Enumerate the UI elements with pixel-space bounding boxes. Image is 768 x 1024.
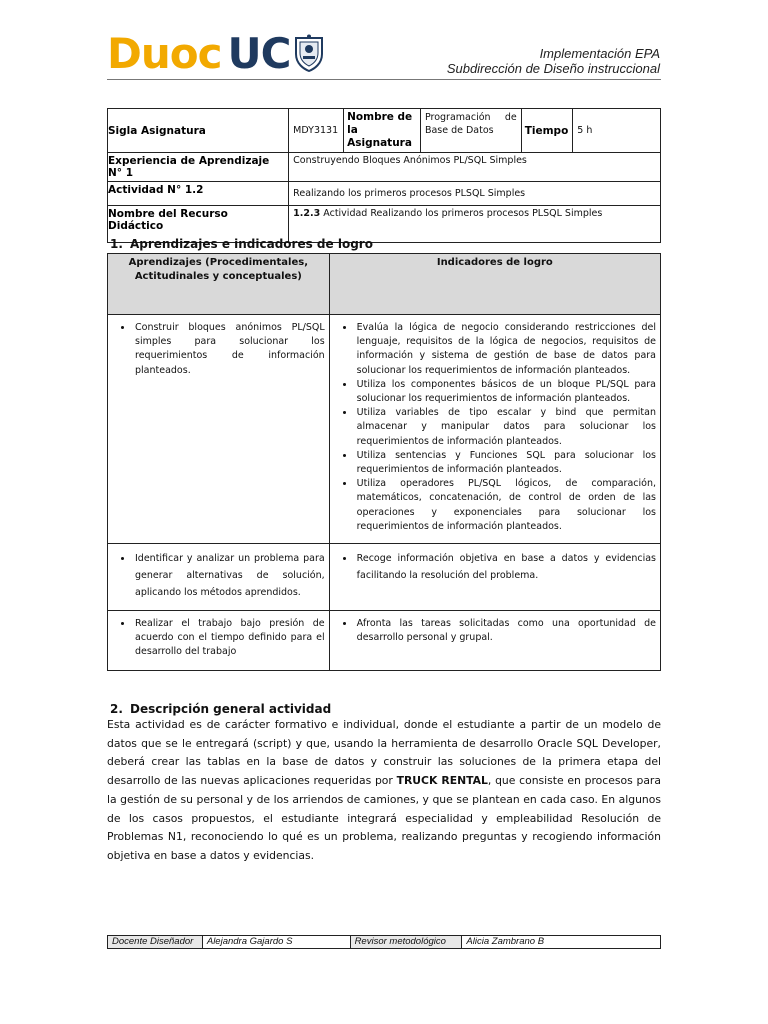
header-line-1: Implementación EPA [539,46,660,61]
section-1-number: 1. [110,237,123,251]
docente-label: Docente Diseñador [108,936,203,949]
table-row [108,611,661,671]
experiencia-value: Construyendo Bloques Anónimos PL/SQL Simples [289,153,661,182]
aprendizajes-header: Aprendizajes (Procedimentales, Actitudinales y conceptuales) [108,254,330,315]
tiempo-value: 5 h [573,109,661,153]
nombre-label: Nombre de la Asignatura [344,109,421,153]
course-info-table [107,108,661,243]
indicador-item: • Utiliza sentencias y Funciones SQL para solucionar los requerimientos de información planteados. [355,449,656,477]
aprendizaje-cell [108,544,330,611]
table-row [108,544,661,611]
description-text-1: Esta actividad es de carácter formativo e individual, donde el estudiante a partir de un modelo de datos que se le entregará (script) y que, usando la herramienta de desarrollo Oracle SQL Developer, deberá crear las tablas en la base de datos y construir las soluciones de la primera etapa del desarrollo de las nuevas aplicaciones requeridas por [107,718,661,788]
aprendizaje-item: • Realizar el trabajo bajo presión de acuerdo con el tiempo definido para el desarrollo del trabajo [133,617,325,660]
logo-text-uc: UC [227,28,291,78]
indicadores-cell [329,315,660,544]
section-2-heading [110,702,331,716]
actividad-label: Actividad N° 1.2 [108,182,289,206]
section-1-title: Aprendizajes e indicadores de logro [130,237,373,251]
header-institution [447,46,660,76]
docente-value: Alejandra Gajardo S [202,936,350,949]
indicadores-cell [329,611,660,671]
header-divider [107,79,661,80]
duocuc-logo [107,28,324,78]
recurso-value: Actividad Realizando los primeros procesos PLSQL Simples [323,208,603,219]
indicador-item: • Utiliza variables de tipo escalar y bind que permitan almacenar y manipular datos para solucionar los requerimientos de información planteados. [355,406,656,449]
revisor-value: Alicia Zambrano B [462,936,661,949]
indicador-item: • Afronta las tareas solicitadas como una oportunidad de desarrollo personal y grupal. [355,617,656,645]
sigla-label: Sigla Asignatura [108,109,289,153]
tiempo-label: Tiempo [521,109,573,153]
table-row [108,315,661,544]
crest-icon [294,34,324,72]
recurso-label: Nombre del Recurso Didáctico [108,206,289,243]
activity-description [107,716,661,866]
indicador-item: • Evalúa la lógica de negocio considerando restricciones del lenguaje, requisitos de la lógica de negocios, requisitos de información y sistema de gestión de base de datos para solucionar los requerimientos de información planteados. [355,321,656,378]
logo-text-duoc: Duoc [107,28,222,78]
aprendizaje-cell [108,315,330,544]
learning-indicators-table [107,253,661,671]
recurso-number: 1.2.3 [293,208,321,219]
section-1-heading [110,237,373,251]
indicadores-cell [329,544,660,611]
experiencia-label: Experiencia de Aprendizaje N° 1 [108,153,289,182]
section-2-title: Descripción general actividad [130,702,332,716]
indicador-item: • Utiliza los componentes básicos de un bloque PL/SQL para solucionar los requerimientos de información planteados. [355,378,656,406]
aprendizaje-cell [108,611,330,671]
nombre-value: Programación de Base de Datos [420,109,521,153]
aprendizaje-item: • Identificar y analizar un problema para generar alternativas de solución, aplicando los métodos aprendidos. [133,550,325,601]
description-text-2: , que consiste en procesos para la gestión de su personal y de los arriendos de camiones, y que se plantean en cada caso. En algunos de los casos propuestos, el estudiante integrará especialidad y empleabilidad Resolución de Problemas N1, reconociendo lo qué es un problema, realizando preguntas y recogiendo información objetiva en base a datos y evidencias. [107,774,661,862]
header-line-2: Subdirección de Diseño instruccional [446,61,660,76]
aprendizaje-item: • Construir bloques anónimos PL/SQL simples para solucionar los requerimientos de información planteados. [133,321,325,378]
indicador-item: • Utiliza operadores PL/SQL lógicos, de comparación, matemáticos, concatenación, de control de orden de las operaciones y exponenciales para solucionar los requerimientos de información planteados. [355,477,656,534]
footer-credits-table [107,935,661,949]
section-2-number: 2. [110,702,123,716]
indicador-item: • Recoge información objetiva en base a datos y evidencias facilitando la resolución del problema. [355,550,656,584]
sigla-value: MDY3131 [289,109,344,153]
company-name: TRUCK RENTAL [396,774,488,788]
actividad-value: Realizando los primeros procesos PLSQL Simples [289,182,661,206]
indicadores-header: Indicadores de logro [329,254,660,315]
revisor-label: Revisor metodológico [350,936,462,949]
